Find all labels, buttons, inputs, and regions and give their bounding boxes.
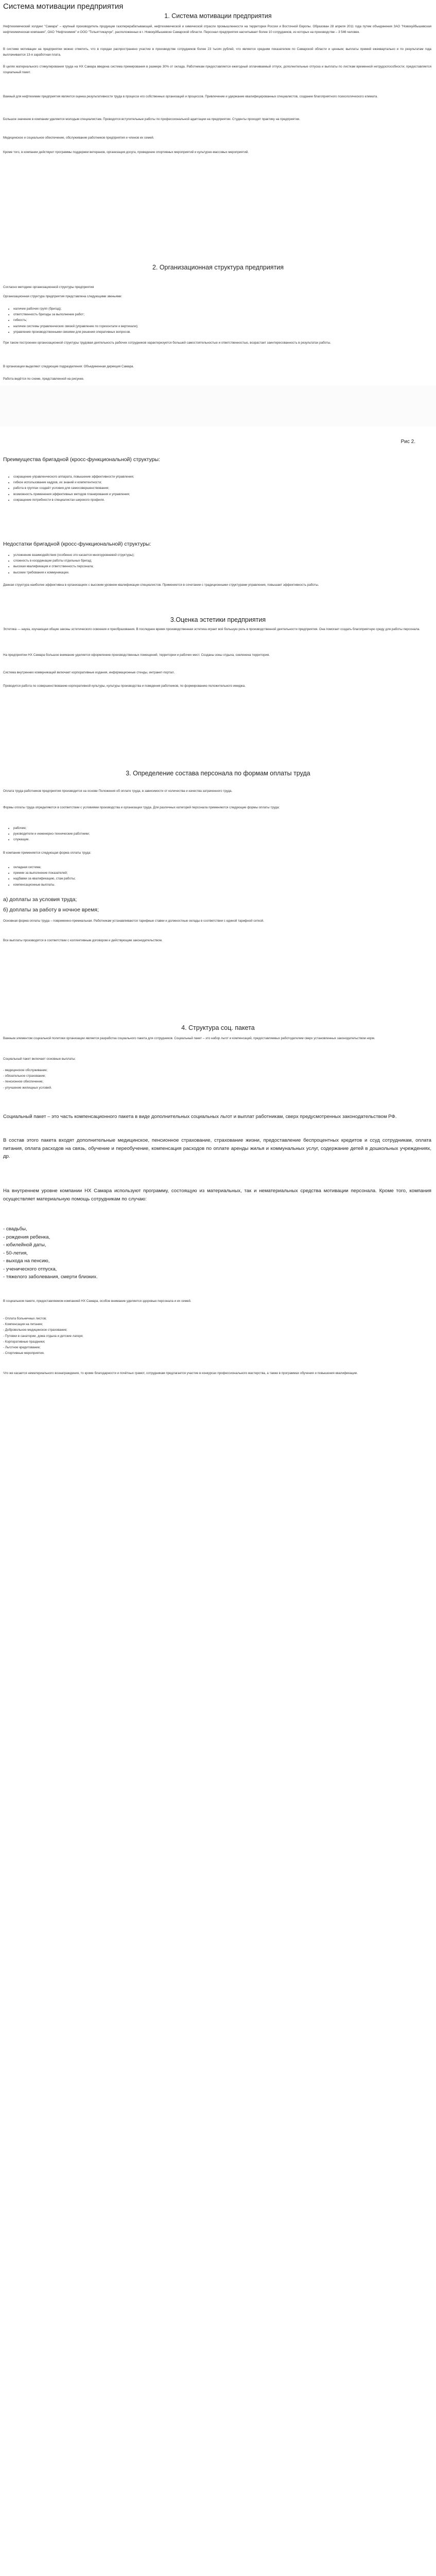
s2-paragraph: При таком построении организационной структуры трудовая деятельность рабочих сотрудников характеризуется большей самостоятельностью и ответственностью, возрастает заинтересованность в результатах работы. — [3, 341, 331, 345]
s5-big-paragraph: В состав этого пакета входят дополнительные медицинское, пенсионное страхование, страхование жизни, предоставление беспроцентных кредитов и ссуд сотрудникам, оплата питания, оплата расходов на связь, обучение и переобучение, компенсация расходов по оплате аренды жилья и коммунальных услуг, содержание детей в дошкольных учреждениях, др. — [3, 1138, 431, 1159]
s5-big-paragraph: Социальный пакет – это часть компенсационного пакета в виде дополнительных социальных льгот и выплат работникам, сверх предусмотренных законодательством РФ. — [3, 1114, 397, 1120]
s2-paragraph: Данная структура наиболее эффективна в организациях с высоким уровнем квалификации специалистов. Применяется в сочетании с традиционными структурами управления, повышает эффективность работы. — [3, 583, 319, 587]
list-item: • сокращение управленческого аппарата, повышение эффективности управления; — [13, 474, 134, 480]
list-item: - тяжелого заболевания, смерти близких. — [3, 1274, 98, 1280]
list-item: - Оплата больничных листов; — [3, 1317, 47, 1320]
s5-list — [3, 1067, 431, 1091]
list-item: • работа в группах создаёт условия для самосовершенствования; — [13, 485, 134, 491]
list-item: • наличие рабочих групп (бригад); — [13, 306, 138, 312]
list-item: • служащие. — [13, 837, 90, 842]
list-item: - выхода на пенсию, — [3, 1258, 50, 1264]
s5-paragraph: В социальном пакете, предоставляемом компанией НХ Самара, особое внимание уделяется здоровью персонала и их семей. — [3, 1299, 191, 1303]
s4-item-b: б) доплаты за работу в ночное время; — [3, 907, 99, 913]
s5-paragraph: Что же касается нематериального вознаграждения, то кроме благодарности и почётных грамот, сотрудникам предлагается участие в конкурсах профессионального мастерства, а также в программах обучения и повышения квалификации. — [3, 1371, 358, 1375]
list-item: • управление производственными связями для решения оперативных вопросов. — [13, 329, 138, 335]
section-4-title: 3. Определение состава персонала по формам оплаты труда — [126, 770, 310, 777]
s4-paragraph: Все выплаты производятся в соответствии с коллективным договором и действующим законодательством. — [3, 939, 163, 942]
list-item: - Добровольное медицинское страхование; — [3, 1328, 67, 1332]
advantages-title: Преимущества бригадной (кросс-функциональной) структуры: — [3, 456, 160, 463]
list-item: • усложнение взаимодействия (особенно это касается многоуровневой структуры); — [13, 552, 134, 558]
section-5-title: 4. Структура соц. пакета — [181, 1024, 255, 1031]
list-item: • высокие требования к коммуникации. — [13, 570, 134, 575]
list-item: - Корпоративные праздники; — [3, 1340, 45, 1344]
list-item: - юбилейной даты, — [3, 1242, 46, 1248]
s3-paragraph: Проводится работа по совершенствованию корпоративной культуры, культуры производства и поведения работников, по формированию положительного имиджа. — [3, 684, 246, 688]
s1-paragraph: Нефтехимический холдинг "Самара" – крупный производитель продукции газоперерабатывающей, нефтехимической и химической отрасли промышленности на территории России и Восточной Европы. Образован 28 апреля 2011 года путем объединения ЗАО "Новокуйбышевская нефтехимическая компания", ОАО "Нефтехимия" и ООО "Тольяттикаучук", расположенных в г. Новокуйбышевске Самарской области. Персонал предприятия насчитывает более 10 сотрудников, из которых на производстве – 3 546 человек. — [3, 25, 431, 35]
list-item: • высокая квалификация и ответственность персонала; — [13, 564, 134, 569]
list-item: • сложность в координации работы отдельных бригад; — [13, 558, 134, 564]
s1-paragraph: Медицинское и социальное обеспечение, обслуживание работников предприятия и членов их семей. — [3, 136, 154, 140]
list-item: - свадьбы, — [3, 1226, 27, 1232]
list-item: • возможность применения эффективных методов планирования и управления; — [13, 492, 134, 497]
disadvantages-title: Недостатки бригадной (кросс-функциональной) структуры: — [3, 541, 151, 547]
list-item: - улучшение жилищных условий. — [3, 1086, 52, 1090]
advantages-list — [6, 474, 134, 503]
s1-paragraph: В целях материального стимулирования труда на НХ Самара введена система премирования в размере 30% от оклада. Работникам предоставляется ежегодный оплачиваемый отпуск, дополнительные отпуска и выплаты по листкам временной нетрудоспособности; предоставляется социальный пакет. — [3, 65, 431, 75]
section-1-title: 1. Система мотивации предприятия — [164, 12, 272, 20]
section-2-title: 2. Организационная структура предприятия — [152, 264, 284, 271]
s1-paragraph: В системе мотивации на предприятии можно отметить, что в городах распространено участие в производстве сотрудников более 23 тысяч рублей, что является средним показателем по Самарской области и ценным; выплаты премий ежеквартально и по результатам года выплачивается 13-я заработная плата. — [3, 47, 431, 57]
list-item: - обязательное страхование; — [3, 1074, 46, 1078]
list-item: - медицинское обслуживание; — [3, 1069, 48, 1072]
list-item: • гибкость; — [13, 317, 138, 323]
list-item: - Льготное кредитование; — [3, 1346, 41, 1350]
section-3-title: 3.Оценка эстетики предприятия — [170, 616, 266, 623]
list-item: • ответственность бригады за выполнение работ; — [13, 312, 138, 317]
s5-big-paragraph: На внутреннем уровне компании НХ Самара используют программу, состоящую из материальных, так и нематериальных средства мотивации персонала. Кроме того, компания осуществляет материальную помощь сотрудникам по случаю: — [3, 1188, 431, 1202]
s5-paragraph: Социальный пакет включает основные выплаты: — [3, 1057, 76, 1061]
s5-reason-list — [3, 1225, 431, 1281]
list-item: - 50-летия, — [3, 1250, 28, 1256]
s3-paragraph: Система внутренних коммуникаций включает корпоративные издания, информационные стенды, интранет-портал. — [3, 671, 175, 674]
document-title: Система мотивации предприятия — [3, 2, 124, 11]
s2-caption: Организационная структура предприятия представлена следующими звеньями: — [3, 295, 123, 298]
s1-paragraph: Большое значение в компании уделяется молодым специалистам. Проводятся вступительные работы по профессиональной адаптации на предприятии. Студенты проходят практику на предприятии. — [3, 117, 300, 121]
s4-list — [6, 825, 90, 843]
list-item: - ученического отпуска, — [3, 1266, 57, 1272]
s5-paragraph: Важным элементом социальной политики организации является разработка социального пакета для сотрудников. Социальный пакет – это набор льгот и компенсаций, предоставляемых работодателем сверх установленных законодательством норм. — [3, 1037, 375, 1040]
s4-paragraph: Оплата труда работников предприятия производится на основе Положения об оплате труда, в зависимости от количества и качества затраченного труда. — [3, 789, 233, 793]
s1-paragraph: Кроме того, в компании действуют программы поддержки ветеранов, организация досуга, проведение спортивных мероприятий и культурно-массовых мероприятий. — [3, 150, 249, 154]
list-item: - Спортивные мероприятия. — [3, 1351, 45, 1355]
list-item: • рабочие; — [13, 825, 90, 831]
list-item: - Путевки в санатории, дома отдыха и детские лагеря; — [3, 1334, 83, 1338]
s3-paragraph: На предприятии НХ Самара большое внимание уделяется оформлению производственных помещений, территории и рабочих мест. Созданы зоны отдыха, озеленена территория. — [3, 653, 270, 657]
list-item: • руководители и инженерно-технические работники; — [13, 831, 90, 837]
s2-structure-list — [6, 306, 138, 335]
figure-placeholder — [0, 385, 436, 427]
list-item: - Компенсация на питание; — [3, 1323, 43, 1327]
list-item: • компенсационные выплаты. — [13, 882, 76, 888]
list-item: - пенсионное обеспечение; — [3, 1080, 44, 1084]
list-item: • окладная система; — [13, 865, 76, 870]
s2-paragraph: Работа ведётся по схеме, представленной на рисунке. — [3, 377, 84, 381]
list-item: • гибкое использование кадров, их знаний и компетентности; — [13, 480, 134, 485]
s1-paragraph: Важный для нефтехимии предприятия является оценка результативности труда в процессе его собственных организаций и процессов. Привлечение и удержание квалифицированных специалистов, создание благоприятного психологического климата. — [3, 95, 378, 98]
s4-item-a: а) доплаты за условия труда; — [3, 896, 77, 903]
s5-benefits-list — [3, 1316, 431, 1356]
figure-label: Рис 2. — [400, 439, 415, 445]
s4-paragraph: Основная форма оплаты труда – повременно-премиальная. Работникам устанавливаются тарифные ставки и должностные оклады в соответствии с единой тарифной сеткой. — [3, 919, 264, 923]
s4-paragraph: В компании применяется следующая форма оплаты труда: — [3, 851, 91, 855]
list-item: • наличие системы управленческих связей (управление по горизонтали и вертикали); — [13, 324, 138, 329]
list-item: • премии за выполнение показателей; — [13, 870, 76, 876]
disadvantages-list — [6, 552, 134, 575]
list-item: - рождения ребенка, — [3, 1234, 50, 1240]
s4-paragraph: Формы оплаты труда определяются в соответствии с условиями производства и организации труда. Для различных категорий персонала применяются следующие формы оплаты труда: — [3, 806, 280, 809]
list-item: • надбавки за квалификацию, стаж работы; — [13, 876, 76, 882]
s4-sublist — [6, 865, 76, 888]
s2-intro: Согласно методике организационной структуры предприятия — [3, 285, 94, 289]
s3-paragraph: Эстетика — наука, изучающая общие законы эстетического освоения и преобразования. В последнее время производственная эстетика играет всё большую роль в производственной деятельности предприятия. Она помогает создать благоприятную среду для работы персонала. — [3, 628, 420, 631]
list-item: • сокращение потребности в специалистах широкого профиля. — [13, 497, 134, 503]
s2-paragraph: В организации выделяют следующие подразделения: Объединенная дирекция Самара. — [3, 365, 134, 368]
